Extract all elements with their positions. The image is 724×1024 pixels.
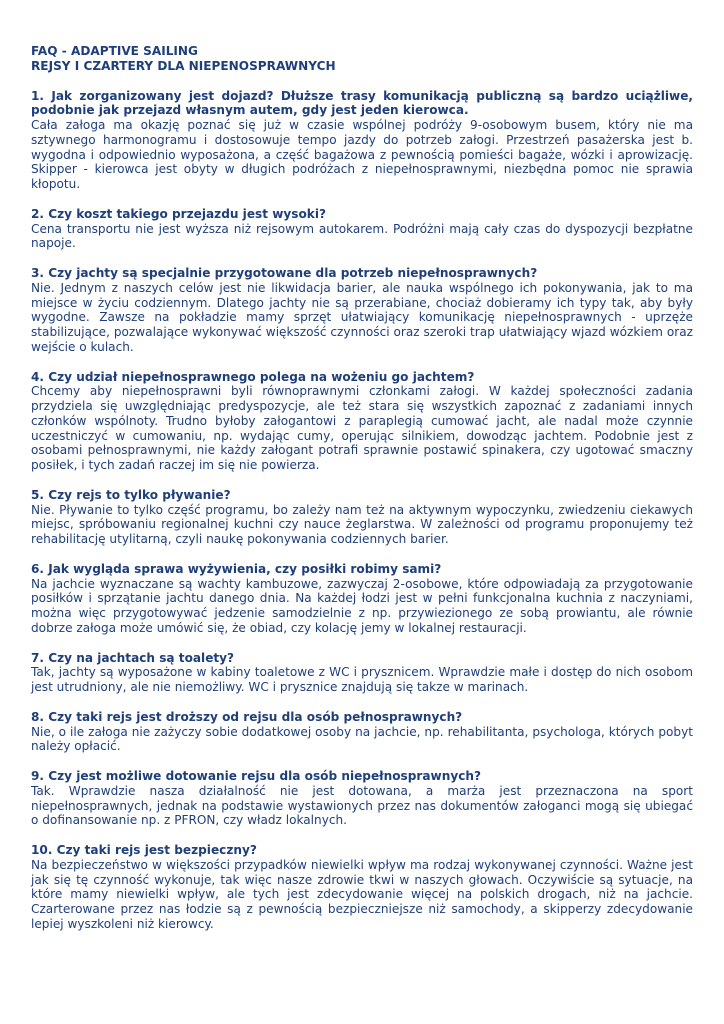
faq-question: 8. Czy taki rejs jest droższy od rejsu dla osób pełnosprawnych? (31, 709, 463, 724)
faq-item-8 (31, 710, 693, 754)
faq-item-9 (31, 769, 693, 828)
faq-answer: Na bezpieczeństwo w większości przypadków niewielki wpływ ma rodzaj wykonywanej czynności. Ważne jest jak się tę czynność wykonuje, tak więc nasze zdrowie tkwi w naszych głowach. Oczywiście są sytuacje, na które mamy niewielki wpływ, ale tych jest zdecydowanie więcej na polskich drogach, niż na jachcie. Czarterowane przez nas łodzie są z pewnością bezpieczniejsze niż samochody, a skipperzy zdecydowanie lepiej wyszkoleni niż kierowcy. (31, 857, 693, 931)
document-header (31, 44, 693, 74)
faq-question: 3. Czy jachty są specjalnie przygotowane dla potrzeb niepełnosprawnych? (31, 266, 538, 280)
faq-question: 2. Czy koszt takiego przejazdu jest wysoki? (31, 206, 326, 221)
faq-answer: Tak, jachty są wyposażone w kabiny toaletowe z WC i prysznicem. Wprawdzie małe i dostęp do nich osobom jest utrudniony, ale nie niemożliwy. WC i prysznice znajdują się takze w marinach. (31, 665, 693, 694)
document-subtitle: REJSY I CZARTERY DLA NIEPENOSPRAWNYCH (31, 58, 336, 73)
faq-question: 6. Jak wygląda sprawa wyżywienia, czy posiłki robimy sami? (31, 561, 442, 576)
faq-answer: Tak. Wprawdzie nasza działalność nie jest dotowana, a marża jest przeznaczona na sport niepełnosprawnych, jednak na podstawie wystawionych przez nas dokumentów załoganci mogą się ubiegać o dofinansowanie np. z PFRON, czy władz lokalnych. (31, 783, 693, 828)
faq-item-3 (31, 266, 693, 355)
faq-question: 7. Czy na jachtach są toalety? (31, 650, 235, 665)
faq-answer: Na jachcie wyznaczane są wachty kambuzowe, zazwyczaj 2-osobowe, które odpowiadają za przygotowanie posiłków i sprzątanie jachtu danego dnia. Na każdej łodzi jest w pełni funkcjonalna kuchnia z naczyniami, można więc przygotowywać jedzenie samodzielnie z np. przywiezionego ze sobą prowiantu, ale równie dobrze załoga może umówić się, że obiad, czy kolację jemy w lokalnej restauracji. (31, 576, 693, 635)
document-title: FAQ - ADAPTIVE SAILING (31, 44, 198, 58)
faq-document (31, 44, 693, 947)
faq-question: 9. Czy jest możliwe dotowanie rejsu dla osób niepełnosprawnych? (31, 769, 481, 783)
faq-question: 4. Czy udział niepełnosprawnego polega na wożeniu go jachtem? (31, 369, 475, 384)
faq-answer: Nie. Pływanie to tylko część programu, bo zależy nam też na aktywnym wypoczynku, zwiedzeniu ciekawych miejsc, spróbowaniu regionalnej kuchni czy nauce żeglarstwa. W zależności od programu proponujemy też rehabilitację utylitarną, czyli naukę pokonywania codziennych barier. (31, 502, 693, 546)
faq-answer: Cena transportu nie jest wyższa niż rejsowym autokarem. Podróżni mają cały czas do dyspozycji bezpłatne napoje. (31, 221, 693, 251)
faq-item-6 (31, 562, 693, 636)
faq-item-10 (31, 843, 693, 932)
faq-item-1 (31, 89, 693, 192)
faq-answer: Chcemy aby niepełnosprawni byli równoprawnymi członkami załogi. W każdej społeczności zadania przydziela się uwzględniając predyspozycje, ale też stara się wszystkich zapoznać z zadaniami innych członków wspólnoty. Trudno byłoby załogantowi z paraplegią cumować jacht, ale nadal może czynnie uczestniczyć w cumowaniu, np. wydając cumy, operując silnikiem, dowodząc jachtem. Podobnie jest z osobami pełnosprawnymi, nie każdy załogant potrafi sprawnie postawić spinakera, czy ugotować smaczny posiłek, i tych zadań raczej im się nie powierza. (31, 384, 693, 472)
faq-answer: Cała załoga ma okazję poznać się już w czasie wspólnej podróży 9-osobowym busem, który nie ma sztywnego harmonogramu i dostosowuje tempo jazdy do potrzeb załogi. Przestrzeń pasażerska jest b. wygodna i odpowiednio wyposażona, a część bagażowa z pewnością pomieści bagaże, wózki i aprowizację. Skipper - kierowca jest obyty w długich podróżach z niepełnosprawnymi, niezbędna pomoc nie sprawia kłopotu. (31, 118, 693, 191)
faq-question: 1. Jak zorganizowany jest dojazd? Dłuższe trasy komunikacją publiczną są bardzo uciążliwe, podobnie jak przejazd własnym autem, gdy jest jeden kierowca. (31, 88, 693, 118)
faq-item-7 (31, 651, 693, 695)
faq-question: 10. Czy taki rejs jest bezpieczny? (31, 843, 257, 857)
faq-answer: Nie, o ile załoga nie zażyczy sobie dodatkowej osoby na jachcie, np. rehabilitanta, psychologa, których pobyt należy opłacić. (31, 724, 693, 754)
faq-item-2 (31, 207, 693, 251)
faq-answer: Nie. Jednym z naszych celów jest nie likwidacja barier, ale nauka wspólnego ich pokonywania, jak to ma miejsce w życiu codziennym. Dlatego jachty nie są przerabiane, chociaż dobieramy ich typy tak, aby były wygodne. Zawsze na pokładzie mamy sprzęt ułatwiający komunikację niepełnosprawnych - uprzęże stabilizujące, pozwalające wykonywać większość czynności oraz szeroki trap ułatwiający wjazd wózkiem oraz wejście o kulach. (31, 280, 693, 354)
faq-item-5 (31, 488, 693, 547)
faq-item-4 (31, 370, 693, 473)
faq-question: 5. Czy rejs to tylko pływanie? (31, 487, 231, 502)
